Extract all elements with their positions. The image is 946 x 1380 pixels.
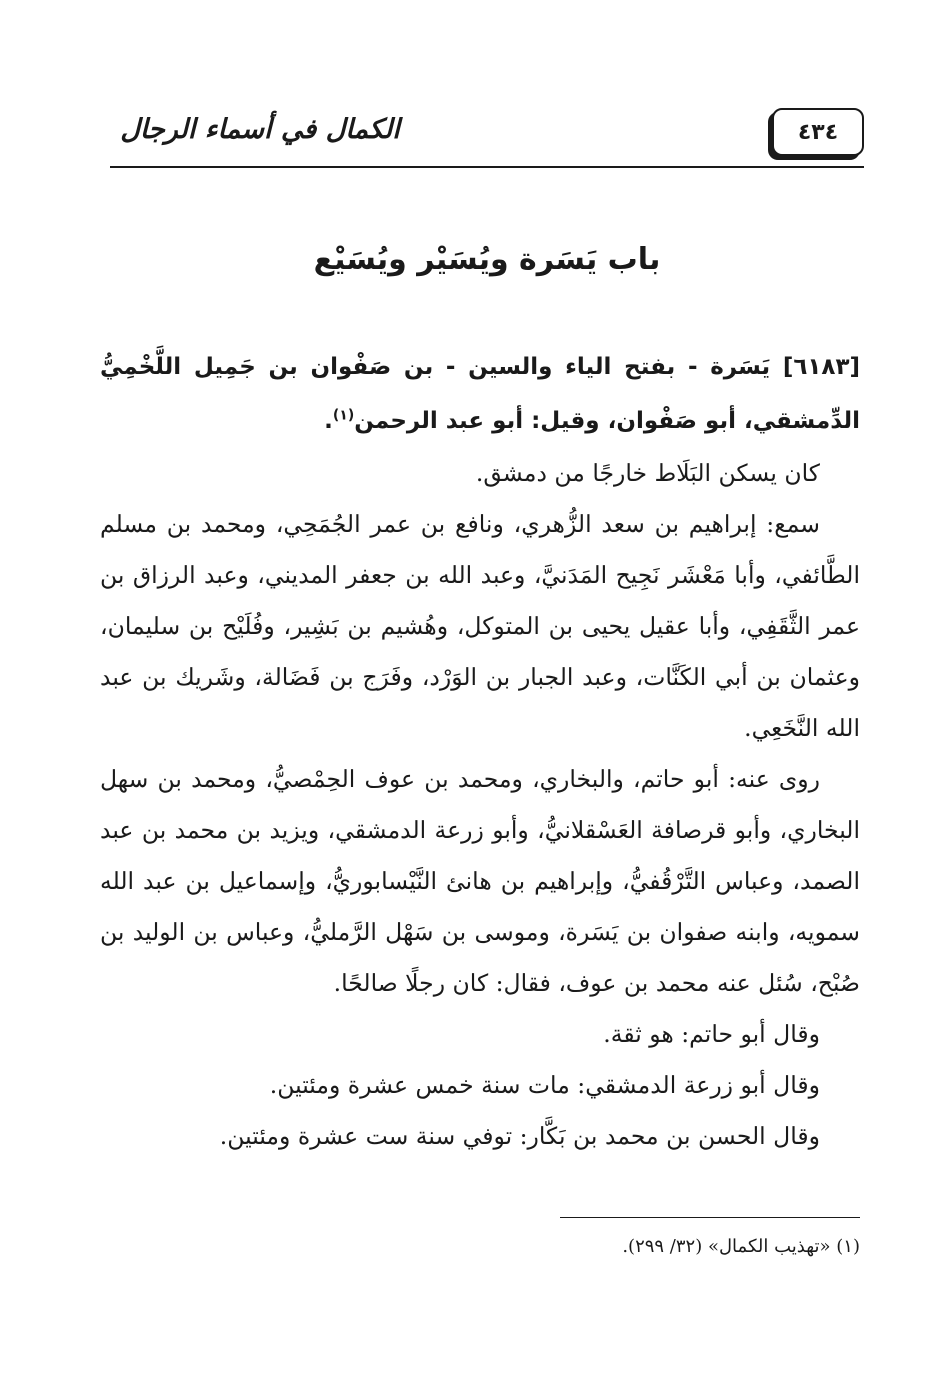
footnote: (١) «تهذيب الكمال» (٣٢/ ٢٩٩). [622,1236,860,1257]
quote-abu-hatim: وقال أبو حاتم: هو ثقة. [603,1020,820,1048]
page-header [110,100,864,162]
residence-paragraph: كان يسكن البَلَاط خارجًا من دمشق. [475,459,820,487]
chapter-title: باب يَسَرة ويُسَيْر ويُسَيْع [313,242,661,277]
entry-name-line-2: الدِّمشقي، أبو صَفْوان، وقيل: أبو عبد الرحمن [354,408,860,434]
entry-number: [٦١٨٣] [782,354,860,380]
entry-name-end: . [324,408,333,434]
entry-body [100,340,860,1162]
heard-from-paragraph: سمع: إبراهيم بن سعد الزُّهري، ونافع بن عمر الجُمَحِي، ومحمد بن مسلم الطَّائفي، وأبا مَعْشَر نَجِيح المَدَنيَّ، وعبد الله بن جعفر المديني، وعبد الرزاق بن عمر الثَّقَفِي، وأبا عقيل يحيى بن المتوكل، وهُشيم بن بَشِير، وفُلَيْح بن سليمان، وعثمان بن أبي الكَنَّات، وعبد الجبار بن الوَرْد، وفَرَج بن فَضَالة، وشَريك بن عبد الله النَّخَعِي. [100,510,860,742]
page-number: ٤٣٤ [772,108,864,156]
entry-heading [100,340,860,448]
narrated-by-paragraph: روى عنه: أبو حاتم، والبخاري، ومحمد بن عوف الحِمْصيُّ، ومحمد بن سهل البخاري، وأبو قرصافة العَسْقلانيُّ، وأبو زرعة الدمشقي، ويزيد بن محمد بن عبد الصمد، وعباس التَّرْقُفيُّ، وإبراهيم بن هانئ النَّيْسابوريُّ، وإسماعيل بن عبد الله سمويه، وابنه صفوان بن يَسَرة، وموسى بن سَهْل الرَّمليُّ، وعباس بن الوليد بن صُبْح، سُئل عنه محمد بن عوف، فقال: كان رجلًا صالحًا. [100,765,860,997]
quote-abu-zurah: وقال أبو زرعة الدمشقي: مات سنة خمس عشرة ومئتين. [269,1071,820,1099]
footnote-divider [560,1217,860,1218]
header-divider [110,166,864,168]
book-title-logo: الكمال في أسماء الرجال [120,113,400,145]
footnote-reference[interactable]: (١) [332,407,355,424]
quote-al-hasan: وقال الحسن بن محمد بن بَكَّار: توفي سنة ست عشرة ومئتين. [219,1122,820,1150]
entry-name-line-1: يَسَرة - بفتح الياء والسين - بن صَفْوان بن جَمِيل اللَّخْمِيُّ [100,354,771,380]
